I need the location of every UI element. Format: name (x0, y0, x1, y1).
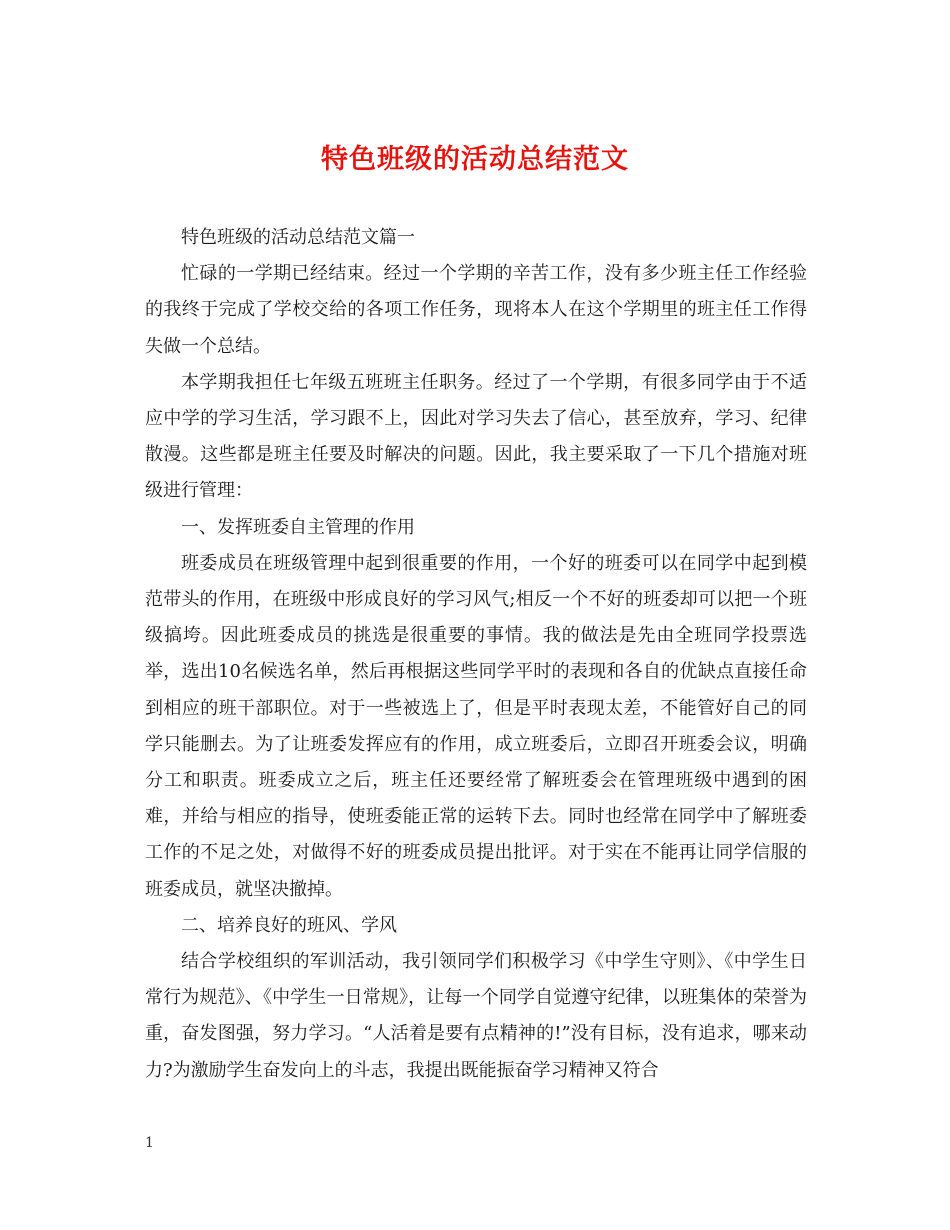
section-heading-class-style: 二、培养良好的班风、学风 (181, 914, 397, 936)
paragraph-intro: 忙碌的一学期已经结束。经过一个学期的辛苦工作，没有多少班主任工作经验的我终于完成了学校交给的各项工作任务，现将本人在这个学期里的班主任工作得失做一个总结。 (145, 263, 807, 357)
paragraph-background: 本学期我担任七年级五班班主任职务。经过了一个学期，有很多同学由于不适应中学的学习生活，学习跟不上，因此对学习失去了信心，甚至放弃，学习、纪律散漫。这些都是班主任要及时解决的问题。因此，我主要采取了一下几个措施对班级进行管理： (145, 371, 807, 502)
paragraph-class-committee: 班委成员在班级管理中起到很重要的作用，一个好的班委可以在同学中起到模范带头的作用，在班级中形成良好的学习风气;相反一个不好的班委却可以把一个班级搞垮。因此班委成员的挑选是很重要的事情。我的做法是先由全班同学投票选举，选出10名候选名单，然后再根据这些同学平时的表现和各自的优缺点直接任命到相应的班干部职位。对于一些被选上了，但是平时表现太差，不能管好自己的同学只能删去。为了让班委发挥应有的作用，成立班委后，立即召开班委会议，明确分工和职责。班委成立之后，班主任还要经常了解班委会在管理班级中遇到的困难，并给与相应的指导，使班委能正常的运转下去。同时也经常在同学中了解班委工作的不足之处，对做得不好的班委成员提出批评。对于实在不能再让同学信服的班委成员，就坚决撤掉。 (145, 552, 807, 900)
document-body (145, 220, 807, 1089)
section-heading-class-committee: 一、发挥班委自主管理的作用 (181, 516, 415, 538)
section-heading-part-one: 特色班级的活动总结范文篇一 (181, 227, 415, 248)
page-number: 1 (145, 1135, 154, 1151)
document-title: 特色班级的活动总结范文 (321, 144, 629, 175)
paragraph-class-style: 结合学校组织的军训活动，我引领同学们积极学习《中学生守则》、《中学生日常行为规范》、《中学生一日常规》，让每一个同学自觉遵守纪律，以班集体的荣誉为重，奋发图强，努力学习。“人活着是要有点精神的!”没有目标，没有追求，哪来动力?为激励学生奋发向上的斗志，我提出既能振奋学习精神又符合 (145, 951, 807, 1081)
